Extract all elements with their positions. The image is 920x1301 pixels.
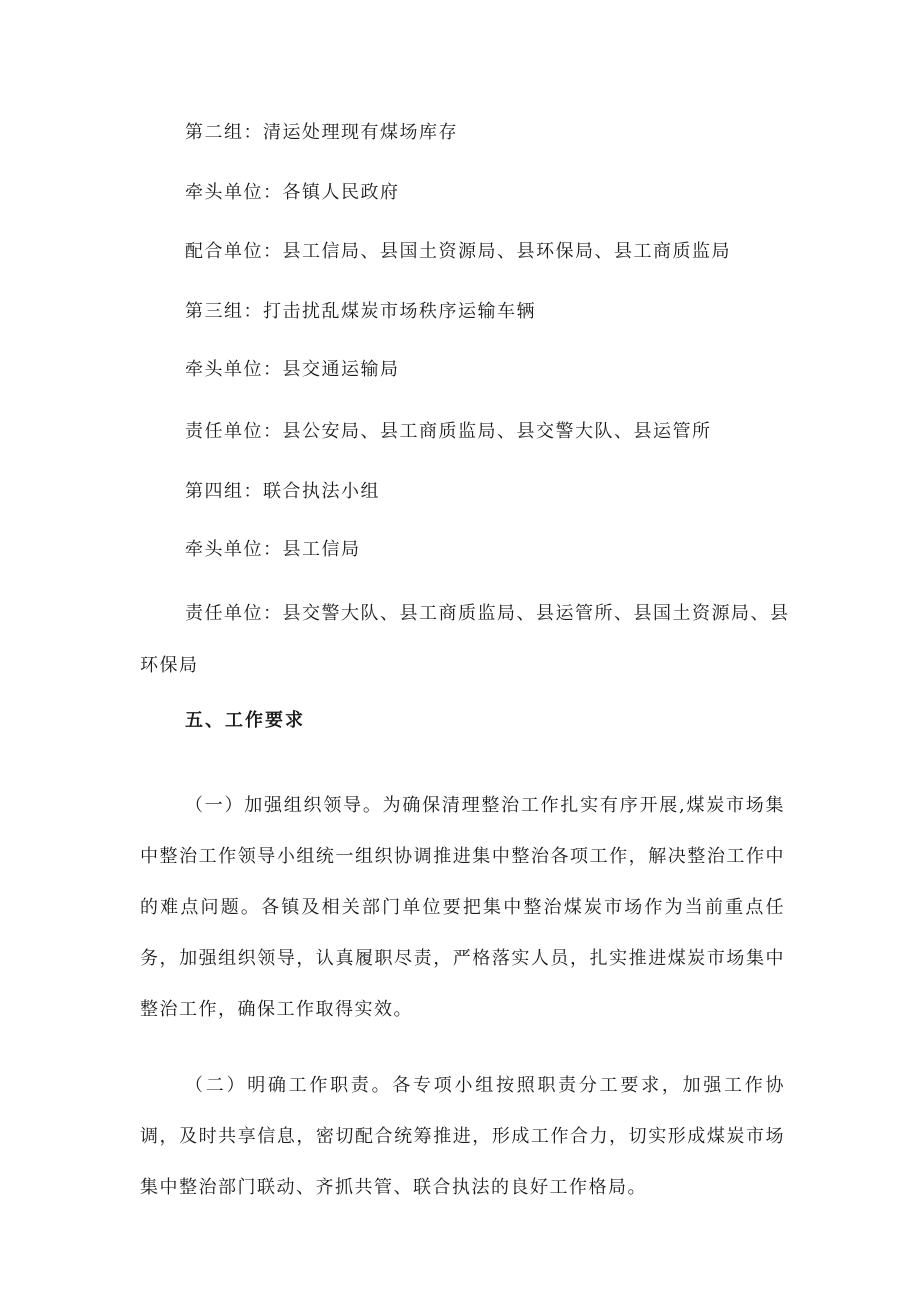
group2-title: 第二组：清运处理现有煤场库存 [185,122,458,143]
group3-title: 第三组：打击扰乱煤炭市场秩序运输车辆 [185,301,536,322]
group3-lead-unit: 牵头单位：县交通运输局 [185,359,400,380]
group4-lead-unit: 牵头单位：县工信局 [185,539,361,560]
group4-title: 第四组：联合执法小组 [185,481,380,502]
group3-responsible-units: 责任单位：县公安局、县工商质监局、县交警大队、县运管所 [185,421,712,442]
paragraph-2: （二）明确工作职责。各专项小组按照职责分工要求，加强工作协调，及时共享信息，密切配合统筹推进，形成工作合力，切实形成煤炭市场集中整治部门联动、齐抓共管、联合执法的良好工作格局。 [140,1075,785,1198]
group2-lead-unit: 牵头单位：各镇人民政府 [185,182,400,203]
paragraph-1: （一）加强组织领导。为确保清理整治工作扎实有序开展,煤炭市场集中整治工作领导小组统一组织协调推进集中整治各项工作，解决整治工作中的难点问题。各镇及相关部门单位要把集中整治煤炭市场作为当前重点任务，加强组织领导，认真履职尽责，严格落实人员，扎实推进煤炭市场集中整治工作，确保工作取得实效。 [140,795,785,1020]
group4-responsible-units: 责任单位：县交警大队、县工商质监局、县运管所、县国土资源局、县环保局 [140,603,790,676]
section-heading: 五、工作要求 [185,710,305,731]
group2-cooperating-units: 配合单位：县工信局、县国土资源局、县环保局、县工商质监局 [185,241,731,262]
